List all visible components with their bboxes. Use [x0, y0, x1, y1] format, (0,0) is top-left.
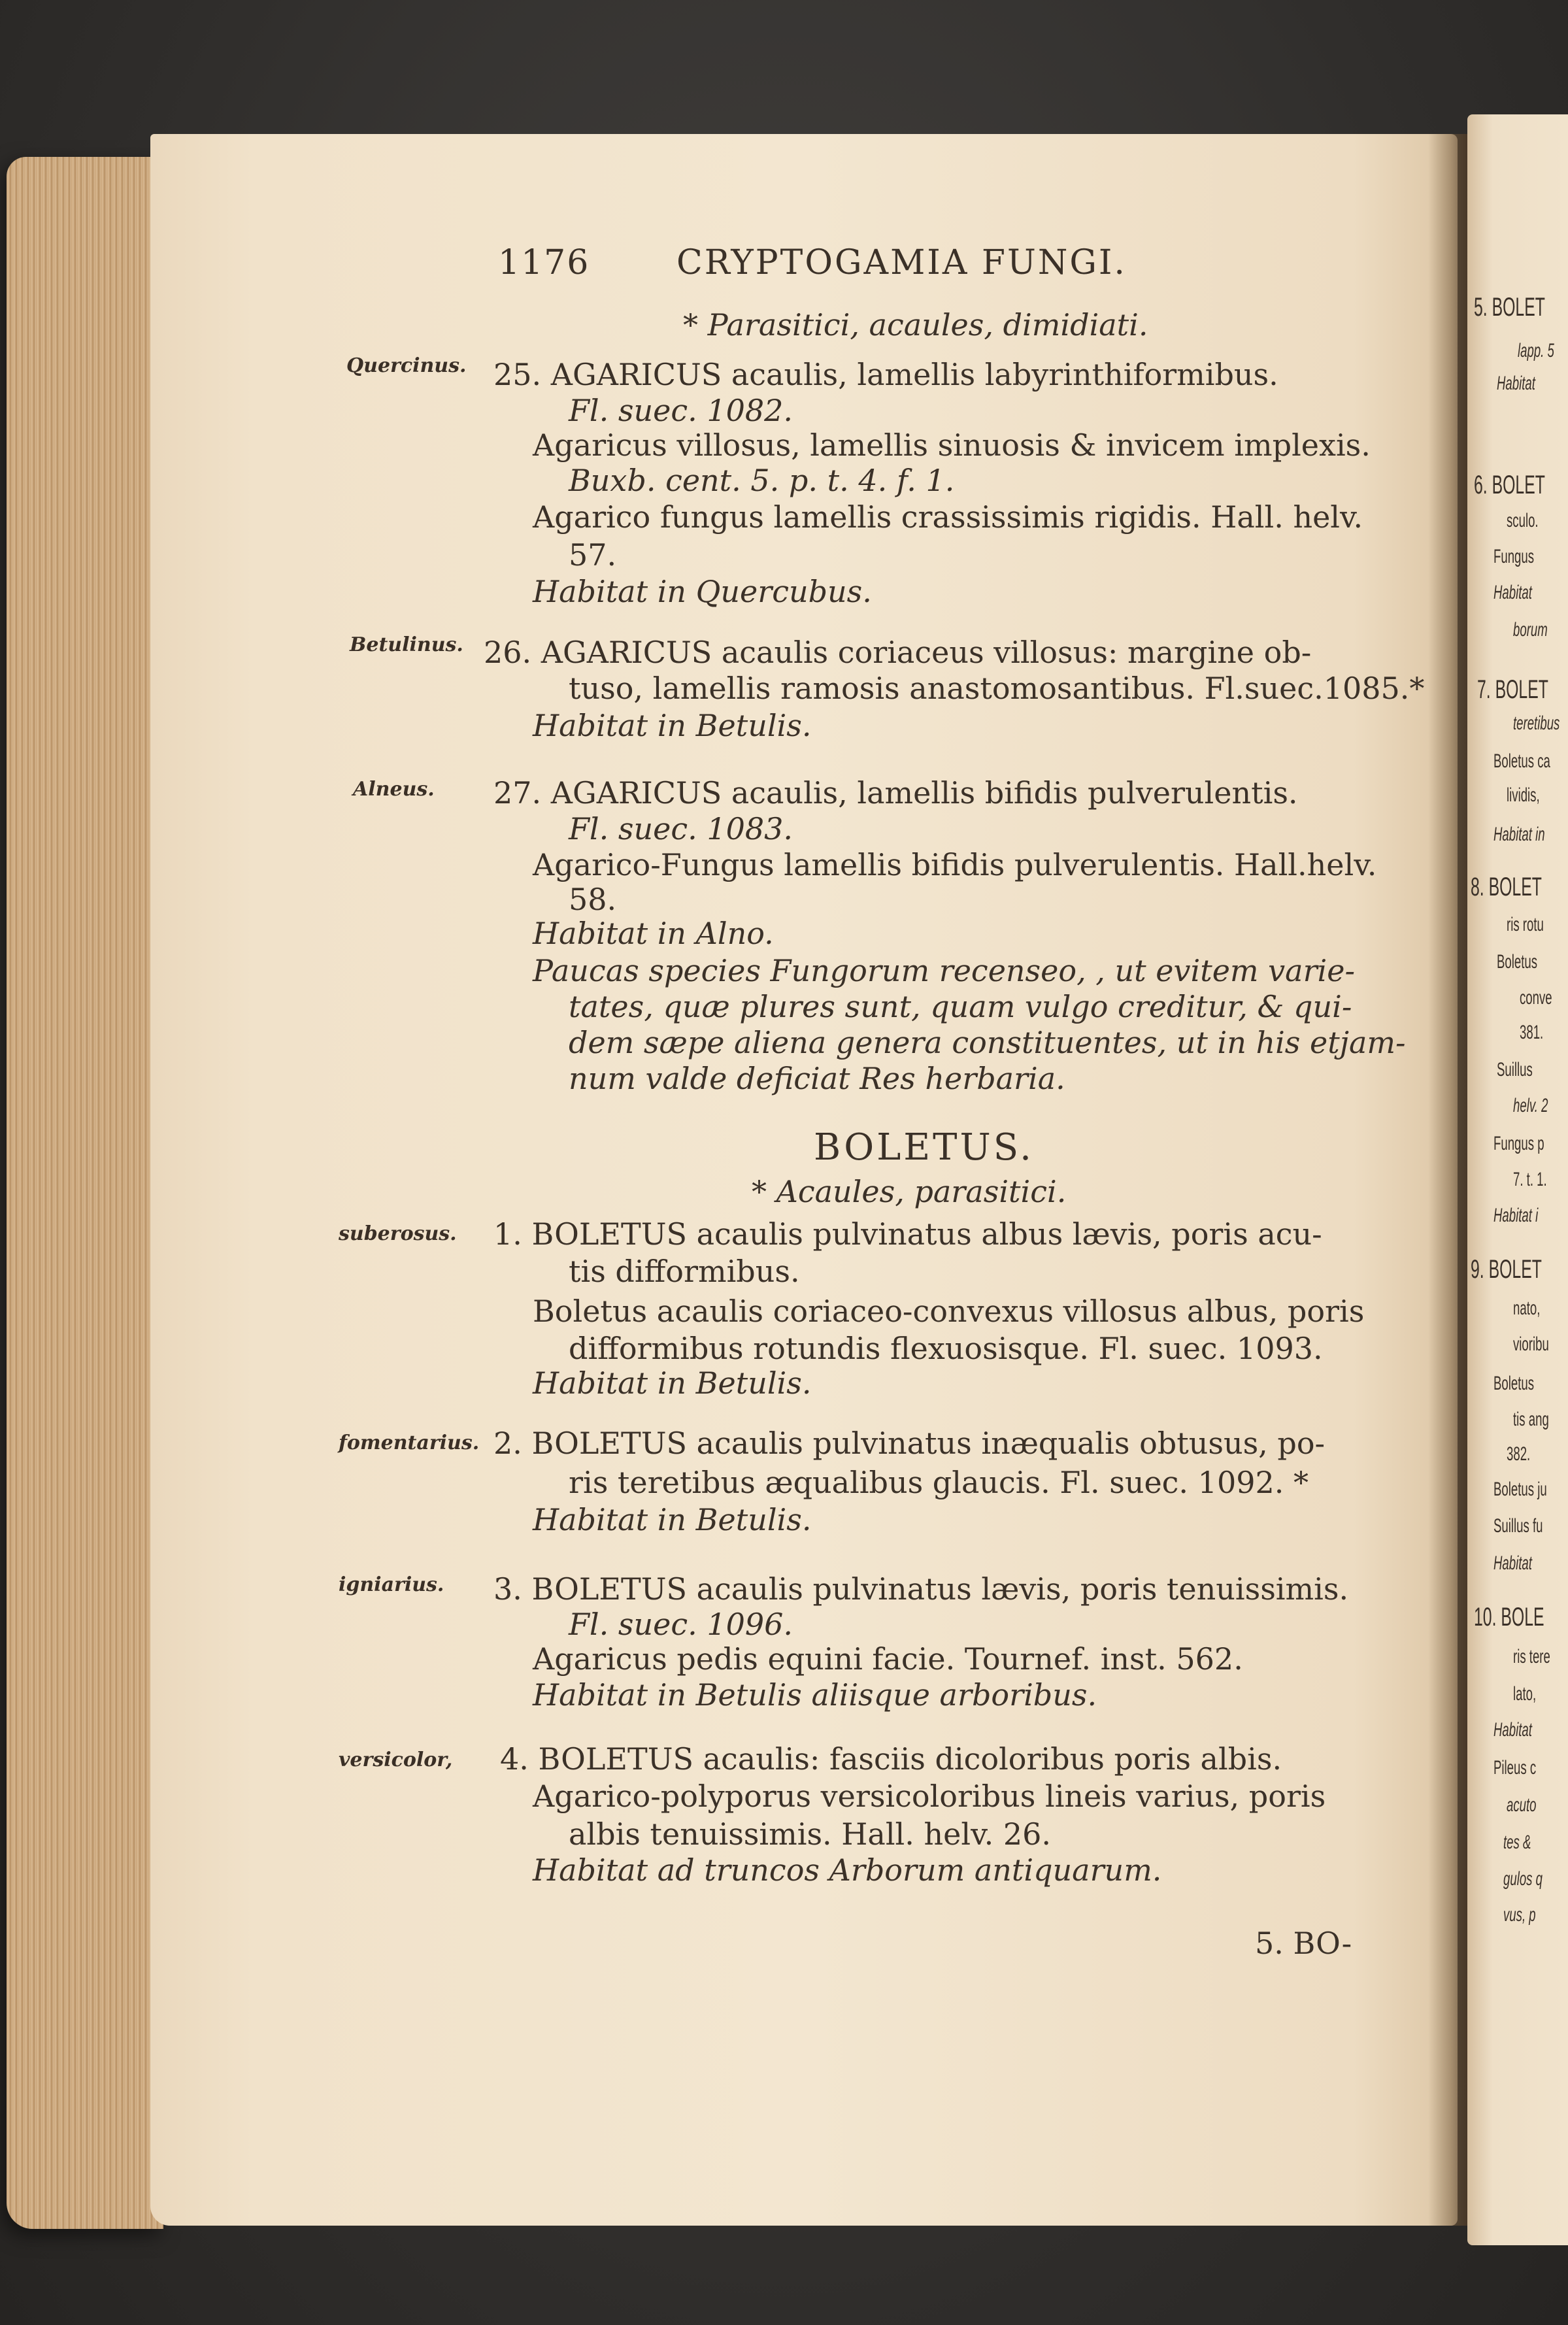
right-page-fragment: Boletus [1497, 951, 1538, 973]
side-label-versicolor: versicolor, [339, 1748, 453, 1771]
habitat-line: Habitat in Betulis. [533, 1365, 812, 1401]
catchword: 5. BO- [1255, 1926, 1352, 1961]
entry-line: Agarico-Fungus lamellis bifidis pulverulentis. Hall.helv. [533, 847, 1377, 882]
right-page-fragment: tis ang [1513, 1409, 1549, 1430]
right-page-fragment: gulos q [1503, 1868, 1543, 1890]
entry-line: ris teretibus æqualibus glaucis. Fl. suec. 1092. * [569, 1465, 1309, 1500]
right-page-fragment: conve [1520, 987, 1552, 1009]
note-line: num valde deficiat Res herbaria. [569, 1061, 1065, 1096]
side-label-alneus: Alneus. [353, 778, 435, 801]
right-page-fragment: tes & [1503, 1832, 1531, 1853]
entry-line: Agaricus pedis equini facie. Tournef. inst. 562. [533, 1641, 1243, 1677]
right-page-fragment: acuto [1507, 1794, 1537, 1816]
entry-line: 4. BOLETUS acaulis: fasciis dicoloribus poris albis. [500, 1741, 1282, 1777]
right-page-fragment: lapp. 5 [1518, 340, 1554, 361]
right-page-fragment: lato, [1513, 1683, 1537, 1705]
entry-line: albis tenuissimis. Hall. helv. 26. [569, 1816, 1051, 1852]
note-line: dem sæpe aliena genera constituentes, ut in his etjam- [569, 1025, 1406, 1060]
entry-line: Fl. suec. 1083. [569, 811, 793, 846]
habitat-line: Habitat in Betulis aliisque arboribus. [533, 1677, 1097, 1713]
right-page-fragment: 381. [1520, 1022, 1544, 1043]
entry-line: 3. BOLETUS acaulis pulvinatus lævis, poris tenuissimis. [493, 1571, 1349, 1607]
entry-line: 57. [569, 537, 617, 573]
right-page-fragment: 10. BOLE [1474, 1603, 1544, 1631]
entry-line: 58. [569, 882, 617, 917]
right-page-fragment: Boletus ju [1493, 1479, 1547, 1500]
right-page-fragment: vioribu [1513, 1333, 1549, 1355]
side-label-quercinus: Quercinus. [346, 354, 467, 377]
running-title: CRYPTOGAMIA FUNGI. [676, 243, 1127, 282]
right-page-fragment: Habitat [1493, 1719, 1532, 1741]
right-page-fragment: borum [1513, 619, 1548, 641]
side-label-fomentarius: fomentarius. [339, 1431, 480, 1454]
side-label-igniarius: igniarius. [339, 1573, 444, 1596]
entry-line: 26. AGARICUS acaulis coriaceus villosus: margine ob- [484, 635, 1312, 670]
side-label-betulinus: Betulinus. [350, 633, 463, 656]
entry-line: Fl. suec. 1082. [569, 393, 793, 428]
book-page-edges [7, 157, 163, 2229]
book-gutter [1428, 134, 1467, 2226]
page-number: 1176 [498, 243, 590, 282]
entry-line: Agarico fungus lamellis crassissimis rigidis. Hall. helv. [533, 499, 1363, 535]
entry-line: Fl. suec. 1096. [569, 1607, 793, 1642]
entry-line: 25. AGARICUS acaulis, lamellis labyrinthiformibus. [493, 357, 1278, 392]
right-page-fragment: ris rotu [1507, 914, 1544, 935]
right-page-fragment: vus, p [1503, 1904, 1536, 1926]
note-line: tates, quæ plures sunt, quam vulgo creditur, & qui- [569, 989, 1352, 1024]
right-page-fragment: Suillus fu [1493, 1515, 1543, 1537]
entry-line: Buxb. cent. 5. p. t. 4. f. 1. [569, 463, 955, 498]
entry-line: Boletus acaulis coriaceo-convexus villosus albus, poris [533, 1294, 1365, 1329]
right-page-fragment: 6. BOLET [1474, 471, 1545, 499]
right-page-fragment: teretibus [1513, 712, 1560, 734]
habitat-line: Habitat in Betulis. [533, 1502, 812, 1537]
right-page-fragment: Habitat i [1493, 1205, 1539, 1226]
habitat-line: Habitat in Quercubus. [533, 574, 872, 609]
side-label-suberosus: suberosus. [339, 1222, 457, 1245]
right-page-fragment: 7. BOLET [1477, 675, 1548, 704]
right-page-fragment: Habitat [1493, 582, 1532, 603]
right-page-fragment: Habitat [1493, 1552, 1532, 1574]
right-page-fragment: Boletus [1493, 1373, 1535, 1394]
right-page-fragment: Habitat in [1493, 824, 1545, 845]
right-page-fragment: helv. 2 [1513, 1095, 1548, 1116]
habitat-line: Habitat ad truncos Arborum antiquarum. [533, 1852, 1162, 1888]
note-line: Paucas species Fungorum recenseo, , ut evitem varie- [533, 953, 1356, 988]
right-page-fragment: Boletus ca [1493, 750, 1550, 772]
right-page-fragment: lividis, [1507, 784, 1540, 806]
right-page-fragment: 8. BOLET [1471, 873, 1542, 901]
entry-line: Agaricus villosus, lamellis sinuosis & invicem implexis. [533, 427, 1371, 463]
section-heading-parasitici: * Parasitici, acaules, dimidiati. [683, 307, 1148, 343]
right-page-fragment: 5. BOLET [1474, 293, 1545, 322]
right-page-fragment: ris tere [1513, 1646, 1550, 1667]
right-page-fragment: Pileus c [1493, 1757, 1537, 1779]
right-page-fragment: 9. BOLET [1471, 1255, 1542, 1284]
right-page-fragment: Fungus p [1493, 1133, 1544, 1154]
entry-line: tis difformibus. [569, 1254, 800, 1289]
entry-line: 2. BOLETUS acaulis pulvinatus inæqualis obtusus, po- [493, 1426, 1326, 1461]
right-page-fragment: sculo. [1507, 510, 1539, 531]
habitat-line: Habitat in Alno. [533, 916, 774, 951]
right-page-fragment: nato, [1513, 1297, 1541, 1319]
right-page-fragment: 7. t. 1. [1513, 1169, 1547, 1190]
right-page-fragment: Habitat [1497, 373, 1535, 394]
entry-line: difformibus rotundis flexuosisque. Fl. suec. 1093. [569, 1331, 1323, 1366]
entry-line: 1. BOLETUS acaulis pulvinatus albus lævis, poris acu- [493, 1216, 1322, 1252]
genus-title: BOLETUS. [814, 1126, 1034, 1169]
section-heading-acaules: * Acaules, parasitici. [752, 1174, 1067, 1209]
habitat-line: Habitat in Betulis. [533, 708, 812, 743]
entry-line: 27. AGARICUS acaulis, lamellis bifidis pulverulentis. [493, 775, 1298, 811]
right-page-fragment: 382. [1507, 1443, 1531, 1465]
right-page-fragment: Suillus [1497, 1059, 1533, 1080]
entry-line: tuso, lamellis ramosis anastomosantibus. Fl.suec.1085.* [569, 671, 1425, 706]
entry-line: Agarico-polyporus versicoloribus lineis varius, poris [533, 1779, 1326, 1814]
right-page-fragment: Fungus [1493, 546, 1535, 567]
